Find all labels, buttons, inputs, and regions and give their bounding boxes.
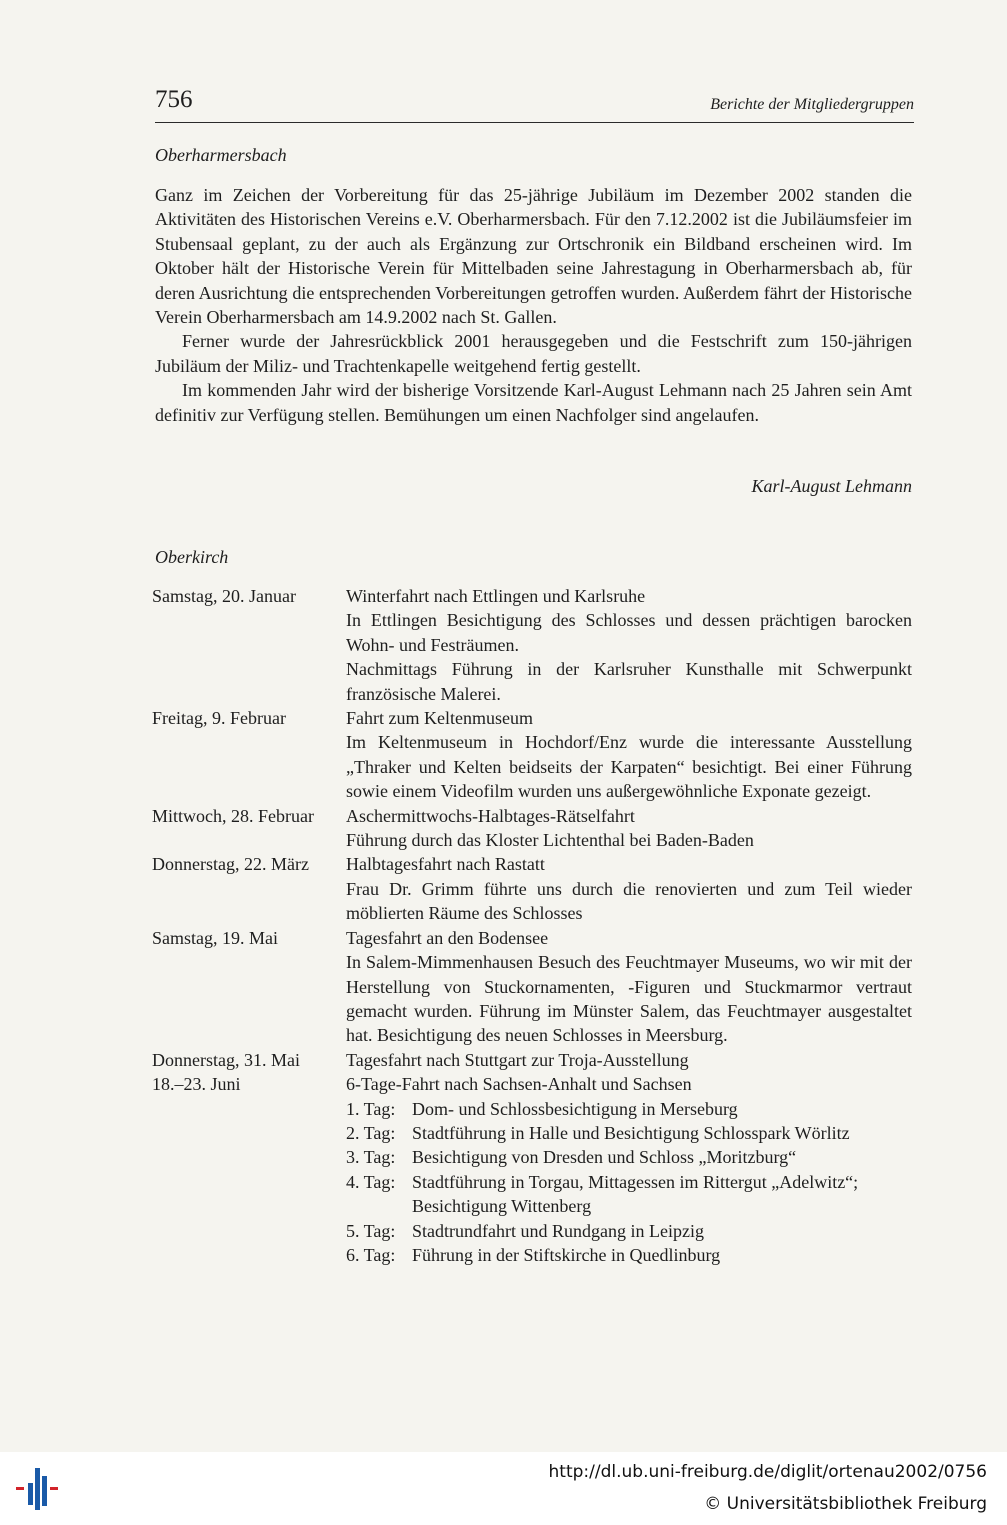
event-title: Winterfahrt nach Ettlingen und Karlsruhe (346, 586, 646, 606)
trip-day-text: Stadtführung in Torgau, Mittagessen im Rittergut „Adelwitz“; Besichtigung Wittenberg (412, 1171, 859, 1217)
event-title: Halbtagesfahrt nach Rastatt (346, 854, 545, 875)
event-description (346, 1048, 912, 1072)
trip-day (346, 1145, 912, 1169)
event-item (152, 1072, 912, 1267)
library-footer (0, 1452, 1007, 1525)
ub-freiburg-logo-icon (12, 1466, 62, 1512)
trip-day-label: 3. Tag: (346, 1147, 396, 1168)
trip-day-text: Stadtführung in Halle und Besichtigung Schlosspark Wörlitz (412, 1122, 850, 1143)
event-item (152, 852, 912, 925)
event-date: Mittwoch, 28. Februar (152, 805, 314, 826)
event-detail: Nachmittags Führung in der Karlsruher Kunsthalle mit Schwerpunkt französische Malerei. (346, 659, 912, 704)
trip-day (346, 1121, 912, 1145)
trip-day (346, 1170, 912, 1219)
paragraph: Ferner wurde der Jahresrückblick 2001 herausgegeben und die Festschrift zum 150-jährigen Jubiläum der Miliz- und Trachtenkapelle weitgehend fertig gestellt. (155, 331, 912, 376)
document-url-link[interactable]: http://dl.ub.uni-freiburg.de/diglit/ortenau2002/0756 (548, 1462, 987, 1482)
event-date: Donnerstag, 22. März (152, 854, 309, 875)
event-detail: Im Keltenmuseum in Hochdorf/Enz wurde die interessante Ausstellung „Thraker und Kelten beidseits der Karpaten“ besichtigt. Bei einer Führung sowie einem Videofilm wurden uns außergewöhnliche Exponate gezeigt. (346, 732, 912, 802)
event-item (152, 804, 912, 853)
event-description (346, 926, 912, 1048)
trip-day (346, 1243, 912, 1267)
event-list (152, 584, 912, 1267)
section-title-oberkirch: Oberkirch (155, 547, 229, 567)
trip-day-label: 2. Tag: (346, 1122, 396, 1143)
event-item (152, 926, 912, 1048)
event-title: Fahrt zum Keltenmuseum (346, 708, 533, 729)
event-detail: Frau Dr. Grimm führte uns durch die renovierten und zum Teil wieder möblierten Räume des Schlosses (346, 878, 912, 924)
trip-day-label: 5. Tag: (346, 1220, 396, 1241)
event-title: 6-Tage-Fahrt nach Sachsen-Anhalt und Sachsen (346, 1074, 692, 1095)
trip-day (346, 1097, 912, 1121)
trip-day-label: 4. Tag: (346, 1171, 396, 1192)
event-description (346, 804, 912, 853)
trip-day-text: Dom- und Schlossbesichtigung in Merseburg (412, 1098, 738, 1119)
event-date: Samstag, 20. Januar (152, 586, 296, 606)
page-number: 756 (155, 86, 193, 113)
page-header (155, 86, 914, 123)
author-signature: Karl-August Lehmann (751, 476, 912, 496)
event-item (152, 584, 912, 706)
event-title: Tagesfahrt nach Stuttgart zur Troja-Ausstellung (346, 1049, 689, 1070)
event-detail: Führung durch das Kloster Lichtenthal bei Baden-Baden (346, 830, 754, 851)
event-description (346, 706, 912, 804)
paragraph: Ganz im Zeichen der Vorbereitung für das 25-jährige Jubiläum im Dezember 2002 standen die Aktivitäten des Historischen Vereins e.V. Oberharmersbach. Für den 7.12.2002 ist die Jubiläumsfeier im Stubensaal geplant, zu der auch als Ergänzung zur Ortschronik ein Bildband erscheinen wird. Im Oktober hält der Historische Verein für Mittelbaden seine Jahrestagung in Oberharmersbach ab, für deren Ausrichtung die entsprechenden Vorbereitungen getroffen wurden. Außerdem fährt der Historische Verein Oberharmersbach am 14.9.2002 nach St. Gallen. (155, 185, 912, 328)
event-description (346, 584, 912, 706)
trip-day-text: Führung in der Stiftskirche in Quedlinburg (412, 1244, 721, 1265)
section-title-oberharmersbach: Oberharmersbach (155, 145, 287, 165)
event-title: Tagesfahrt an den Bodensee (346, 927, 549, 948)
event-detail: In Ettlingen Besichtigung des Schlosses und dessen prächtigen barocken Wohn- und Festräumen. (346, 610, 912, 655)
copyright-notice: © Universitätsbibliothek Freiburg (704, 1494, 987, 1514)
event-description (346, 852, 912, 925)
event-detail: In Salem-Mimmenhausen Besuch des Feuchtmayer Museums, wo wir mit der Herstellung von Stuckornamenten, -Figuren und Stuckmarmor vertraut gemacht wurden. Führung im Münster Salem, das Feuchtmayer ausgestaltet hat. Besichtigung des neuen Schlosses in Meersburg. (346, 952, 912, 1046)
trip-day-list (346, 1097, 912, 1268)
trip-day (346, 1219, 912, 1243)
event-date: Donnerstag, 31. Mai (152, 1049, 300, 1070)
paragraph: Im kommenden Jahr wird der bisherige Vorsitzende Karl-August Lehmann nach 25 Jahren sein Amt definitiv zur Verfügung stellen. Bemühungen um einen Nachfolger sind angelaufen. (155, 380, 912, 425)
running-head: Berichte der Mitgliedergruppen (710, 96, 914, 113)
event-item (152, 706, 912, 804)
event-date: Freitag, 9. Februar (152, 708, 286, 729)
trip-day-label: 6. Tag: (346, 1244, 396, 1265)
trip-day-text: Stadtrundfahrt und Rundgang in Leipzig (412, 1220, 704, 1241)
event-title: Aschermittwochs-Halbtages-Rätselfahrt (346, 805, 635, 826)
event-item (152, 1048, 912, 1072)
trip-day-label: 1. Tag: (346, 1098, 396, 1119)
section-body-oberharmersbach (155, 183, 912, 427)
event-description (346, 1072, 912, 1267)
event-date: Samstag, 19. Mai (152, 927, 278, 948)
event-date: 18.–23. Juni (152, 1074, 241, 1095)
trip-day-text: Besichtigung von Dresden und Schloss „Moritzburg“ (412, 1147, 797, 1168)
